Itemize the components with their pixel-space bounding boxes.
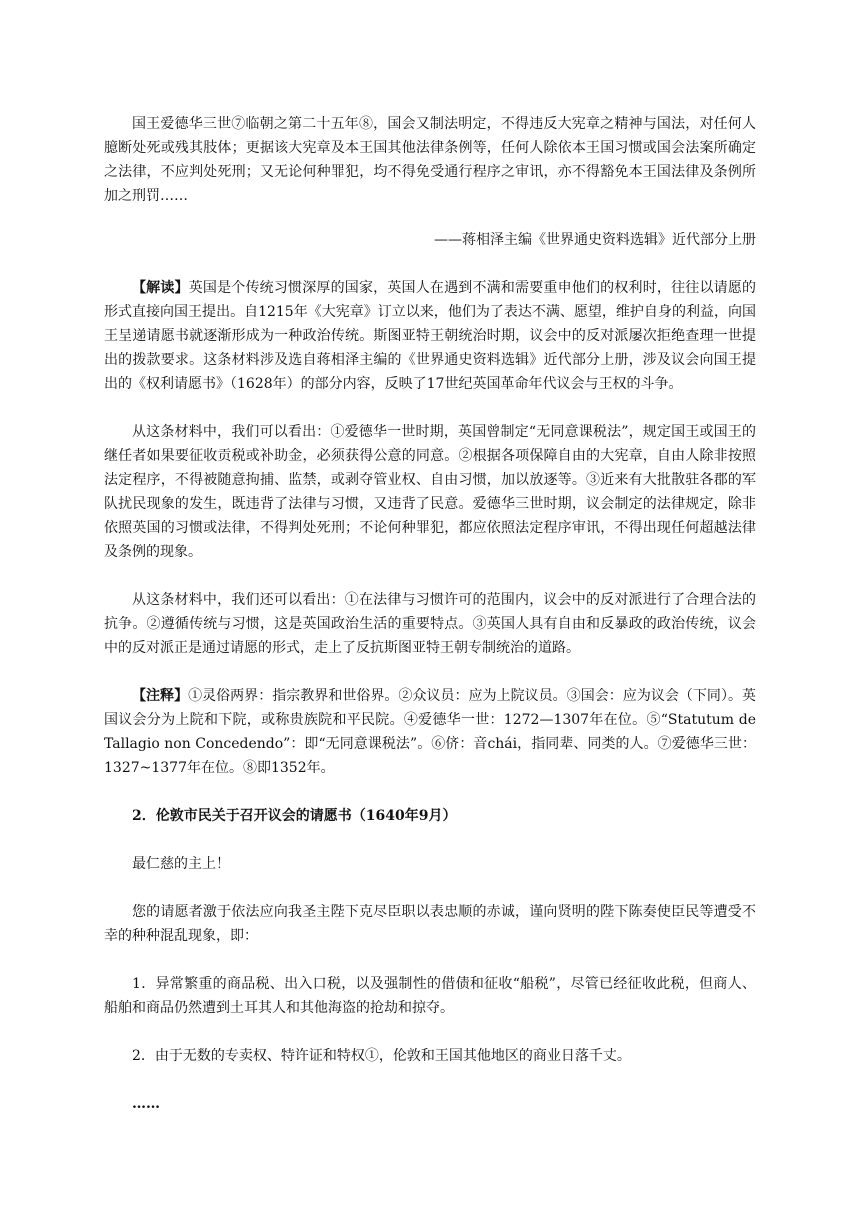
petition-intro: 您的请愿者激于依法应向我圣主陛下克尽臣职以表忠顺的赤诚，谨向贤明的陛下陈奏使臣民等遭受不幸的种种混乱现象，即：: [104, 904, 756, 944]
petition-item-1: 1．异常繁重的商品税、出入口税，以及强制性的借债和征收“船税”，尽管已经征收此税，但商人、船舶和商品仍然遭到土耳其人和其他海盗的抢劫和掠夺。: [104, 976, 756, 1016]
notes-label: 【注释】: [132, 688, 189, 704]
quote-paragraph: 国王爱德华三世⑦临朝之第二十五年⑧，国会又制法明定，不得违反大宪章之精神与国法，对任何人臆断处死或残其肢体；更据该大宪章及本王国其他法律条例等，任何人除依本王国习惯或国会法案所确定之法律，不应判处死刑；又无论何种罪犯，均不得免受通行程序之审讯，亦不得豁免本王国法律及条例所加之刑罚……: [104, 116, 756, 204]
quote-source: ——蒋相泽主编《世界通史资料选辑》近代部分上册: [434, 232, 756, 248]
interpretation-label: 【解读】: [132, 280, 189, 296]
notes-text: ①灵俗两界：指宗教界和世俗界。②众议员：应为上院议员。③国会：应为议会（下同）。英国议会分为上院和下院，或称贵族院和平民院。④爱德华一世：1272—1307年在位。⑤“Statutum de Tallagio non Concedendo”：即“无同意课税法”。⑥侪：音chái，指同辈、同类的人。⑦爱德华三世：1327~1377年在位。⑧即1352年。: [104, 688, 757, 776]
interpretation-text: 英国是个传统习惯深厚的国家，英国人在遇到不满和需要重申他们的权利时，往往以请愿的形式直接向国王提出。自1215年《大宪章》订立以来，他们为了表达不满、愿望，维护自身的利益，向国王呈递请愿书就逐渐形成为一种政治传统。斯图亚特王朝统治时期，议会中的反对派屡次拒绝查理一世提出的拨款要求。这条材料涉及选自蒋相泽主编的《世界通史资料选辑》近代部分上册，涉及议会向国王提出的《权利请愿书》（1628年）的部分内容，反映了17世纪英国革命年代议会与王权的斗争。: [104, 280, 757, 392]
document-page: [104, 112, 756, 1140]
analysis-paragraph-1: 从这条材料中，我们可以看出：①爱德华一世时期，英国曾制定“无同意课税法”，规定国王或国王的继任者如果要征收贡税或补助金，必须获得公意的同意。②根据各项保障自由的大宪章，自由人除非按照法定程序，不得被随意拘捕、监禁，或剥夺管业权、自由习惯，加以放逐等。③近来有大批散驻各郡的军队扰民现象的发生，既违背了法律与习惯，又违背了民意。爱德华三世时期，议会制定的法律规定，除非依照英国的习惯或法律，不得判处死刑；不论何种罪犯，都应依照法定程序审讯，不得出现任何超越法律及条例的现象。: [104, 424, 756, 560]
ellipsis: ……: [132, 1096, 160, 1112]
petition-item-2: 2．由于无数的专卖权、特许证和特权①，伦敦和王国其他地区的商业日落千丈。: [132, 1048, 631, 1064]
interpretation-paragraph: [104, 276, 756, 396]
analysis-paragraph-2: 从这条材料中，我们还可以看出：①在法律与习惯许可的范围内，议会中的反对派进行了合理合法的抗争。②遵循传统与习惯，这是英国政治生活的重要特点。③英国人具有自由和反暴政的政治传统，议会中的反对派正是通过请愿的形式，走上了反抗斯图亚特王朝专制统治的道路。: [104, 592, 756, 656]
section-heading: 2．伦敦市民关于召开议会的请愿书（1640年9月）: [132, 808, 457, 824]
notes-paragraph: [104, 684, 756, 780]
salutation: 最仁慈的主上！: [132, 856, 230, 872]
